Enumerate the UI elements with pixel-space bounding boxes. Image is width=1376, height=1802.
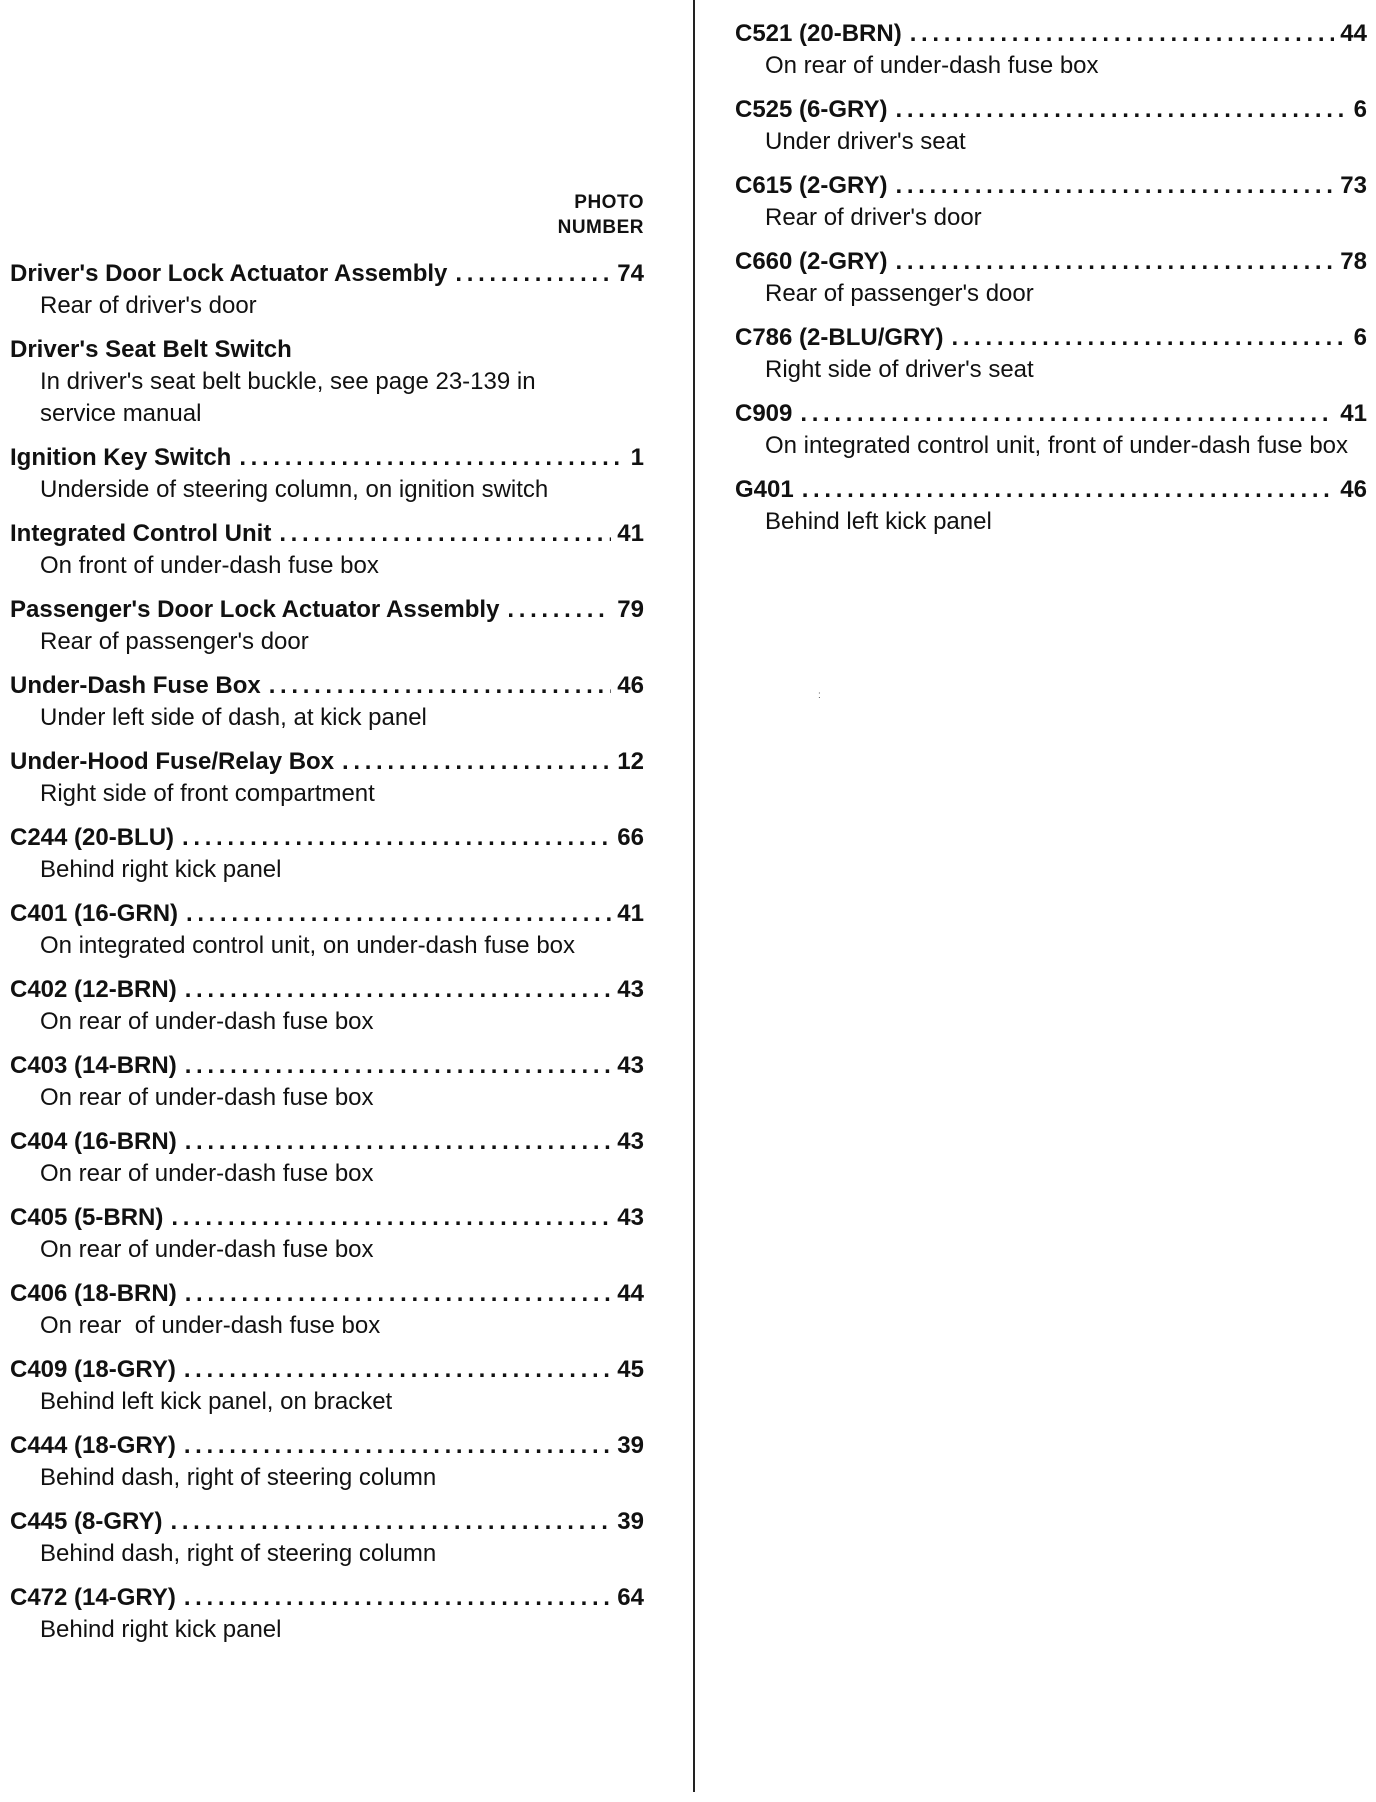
entry-location: In driver's seat belt buckle, see page 23-139 in service manual [40, 368, 536, 427]
number-header-label: NUMBER [557, 217, 644, 238]
photo-number: 66 [617, 824, 644, 851]
photo-number: 6 [1353, 96, 1367, 123]
dot-leader [185, 1278, 612, 1310]
list-item [10, 1126, 644, 1190]
entry-title-line [735, 18, 1367, 50]
dot-leader [800, 398, 1334, 430]
entry-title-line [10, 1050, 644, 1082]
photo-number: 43 [617, 1204, 644, 1231]
list-item [10, 1354, 644, 1418]
entry-name: C244 (20-BLU) [10, 824, 175, 851]
list-item [735, 170, 1367, 234]
entry-name: Under-Dash Fuse Box [10, 672, 261, 699]
photo-number: 41 [1340, 400, 1367, 427]
entry-location: Underside of steering column, on ignition switch [40, 476, 549, 503]
entry-location: Behind left kick panel, on bracket [40, 1388, 393, 1415]
list-item [735, 398, 1367, 462]
dot-leader [455, 258, 611, 290]
list-item [10, 594, 644, 658]
list-item [10, 258, 644, 322]
entry-title-line [10, 670, 644, 702]
entry-title-line [10, 1506, 644, 1538]
entry-location: Behind dash, right of steering column [40, 1464, 437, 1491]
photo-number: 12 [617, 748, 644, 775]
entry-name: C445 (8-GRY) [10, 1508, 163, 1535]
entry-name: C404 (16-BRN) [10, 1128, 177, 1155]
entry-name: C402 (12-BRN) [10, 976, 177, 1003]
photo-number: 46 [1340, 476, 1367, 503]
list-item [10, 518, 644, 582]
entry-name: C405 (5-BRN) [10, 1204, 164, 1231]
entry-name: C472 (14-GRY) [10, 1584, 176, 1611]
dot-leader [185, 1050, 612, 1082]
entry-name: Driver's Door Lock Actuator Assembly [10, 260, 448, 287]
entry-location: Under driver's seat [765, 128, 966, 155]
entry-title-line [10, 594, 644, 626]
photo-number-header [558, 190, 644, 240]
entry-title-line [735, 398, 1367, 430]
entry-title-line [735, 170, 1367, 202]
list-item [735, 94, 1367, 158]
entry-location: On rear of under-dash fuse box [40, 1084, 374, 1111]
entry-title-line [735, 246, 1367, 278]
entry-name: C660 (2-GRY) [735, 248, 888, 275]
entry-name: Integrated Control Unit [10, 520, 272, 547]
list-item [10, 334, 644, 430]
photo-number: 1 [630, 444, 644, 471]
entry-title-line [735, 474, 1367, 506]
list-item [10, 1430, 644, 1494]
entry-title-line [735, 94, 1367, 126]
photo-number: 6 [1353, 324, 1367, 351]
dot-leader [279, 518, 611, 550]
list-item [10, 898, 644, 962]
entry-name: Passenger's Door Lock Actuator Assembly [10, 596, 500, 623]
entry-location: On integrated control unit, on under-dash fuse box [40, 932, 576, 959]
dot-leader [239, 442, 624, 474]
entry-title-line [10, 334, 644, 366]
entry-title-line [10, 974, 644, 1006]
entry-location: On integrated control unit, front of under-dash fuse box [765, 432, 1349, 459]
photo-number: 74 [617, 260, 644, 287]
dot-leader [184, 1354, 611, 1386]
entry-location: On rear of under-dash fuse box [40, 1008, 374, 1035]
photo-number: 39 [617, 1432, 644, 1459]
photo-number: 41 [617, 520, 644, 547]
list-item [10, 1202, 644, 1266]
list-item [10, 746, 644, 810]
dot-leader [171, 1202, 611, 1234]
entry-location: On rear of under-dash fuse box [765, 52, 1099, 79]
dot-leader [951, 322, 1347, 354]
entry-location: Under left side of dash, at kick panel [40, 704, 427, 731]
entry-title-line [10, 258, 644, 290]
photo-header-label: PHOTO [574, 192, 644, 213]
dot-leader [895, 94, 1347, 126]
entry-title-line [10, 1582, 644, 1614]
dot-leader [910, 18, 1335, 50]
entry-location: On rear of under-dash fuse box [40, 1160, 374, 1187]
entry-title-line [10, 1202, 644, 1234]
entry-location: Rear of driver's door [40, 292, 257, 319]
photo-number: 79 [617, 596, 644, 623]
list-item [10, 974, 644, 1038]
entry-name: C409 (18-GRY) [10, 1356, 176, 1383]
entry-name: C525 (6-GRY) [735, 96, 888, 123]
dot-leader [895, 170, 1334, 202]
entry-location: Behind right kick panel [40, 856, 282, 883]
entry-location: Behind right kick panel [40, 1616, 282, 1643]
list-item [10, 1050, 644, 1114]
photo-number: 43 [617, 1128, 644, 1155]
dot-leader [184, 1430, 611, 1462]
entry-title-line [10, 518, 644, 550]
entry-name: Under-Hood Fuse/Relay Box [10, 748, 335, 775]
entry-name: C615 (2-GRY) [735, 172, 888, 199]
entry-title-line [10, 822, 644, 854]
entry-name: Ignition Key Switch [10, 444, 232, 471]
list-item [10, 1582, 644, 1646]
entry-name: C403 (14-BRN) [10, 1052, 177, 1079]
left-entry-list [10, 258, 644, 1658]
entry-title-line [10, 442, 644, 474]
dot-leader [269, 670, 612, 702]
entry-location: On rear of under-dash fuse box [40, 1236, 374, 1263]
entry-location: Behind left kick panel [765, 508, 992, 535]
entry-name: C786 (2-BLU/GRY) [735, 324, 944, 351]
entry-location: Behind dash, right of steering column [40, 1540, 437, 1567]
entry-name: C444 (18-GRY) [10, 1432, 176, 1459]
dot-leader [895, 246, 1334, 278]
entry-title-line [10, 1354, 644, 1386]
entry-title-line [10, 1278, 644, 1310]
entry-location: Right side of driver's seat [765, 356, 1034, 383]
photo-number: 45 [617, 1356, 644, 1383]
list-item [10, 670, 644, 734]
entry-title-line [10, 1430, 644, 1462]
dot-leader [342, 746, 611, 778]
entry-name: G401 [735, 476, 794, 503]
entry-title-line [10, 898, 644, 930]
photo-number: 64 [617, 1584, 644, 1611]
list-item [735, 18, 1367, 82]
photo-number: 41 [617, 900, 644, 927]
dot-leader [507, 594, 611, 626]
dot-leader [185, 974, 612, 1006]
photo-number: 43 [617, 1052, 644, 1079]
column-divider [693, 0, 695, 1792]
photo-number: 39 [617, 1508, 644, 1535]
entry-location: On front of under-dash fuse box [40, 552, 379, 579]
list-item [10, 1506, 644, 1570]
photo-number: 43 [617, 976, 644, 1003]
dot-leader [182, 822, 611, 854]
list-item [735, 322, 1367, 386]
entry-location: Rear of passenger's door [40, 628, 309, 655]
entry-title-line [735, 322, 1367, 354]
photo-number: 46 [617, 672, 644, 699]
entry-name: C406 (18-BRN) [10, 1280, 177, 1307]
list-item [735, 246, 1367, 310]
photo-number: 44 [1340, 20, 1367, 47]
entry-location: Rear of driver's door [765, 204, 982, 231]
dot-leader [170, 1506, 611, 1538]
right-entry-list [735, 18, 1367, 550]
photo-number: 78 [1340, 248, 1367, 275]
entry-location: Rear of passenger's door [765, 280, 1034, 307]
entry-location: On rear of under-dash fuse box [40, 1312, 381, 1339]
entry-title-line [10, 1126, 644, 1158]
dot-leader [184, 1582, 611, 1614]
entry-name: Driver's Seat Belt Switch [10, 336, 292, 363]
entry-name: C401 (16-GRN) [10, 900, 179, 927]
dot-leader [802, 474, 1335, 506]
stray-mark: : [818, 690, 821, 701]
list-item [10, 1278, 644, 1342]
entry-name: C521 (20-BRN) [735, 20, 902, 47]
list-item [10, 442, 644, 506]
photo-number: 73 [1340, 172, 1367, 199]
entry-name: C909 [735, 400, 793, 427]
photo-number: 44 [617, 1280, 644, 1307]
list-item [735, 474, 1367, 538]
entry-location: Right side of front compartment [40, 780, 375, 807]
dot-leader [185, 1126, 612, 1158]
list-item [10, 822, 644, 886]
dot-leader [186, 898, 611, 930]
entry-title-line [10, 746, 644, 778]
